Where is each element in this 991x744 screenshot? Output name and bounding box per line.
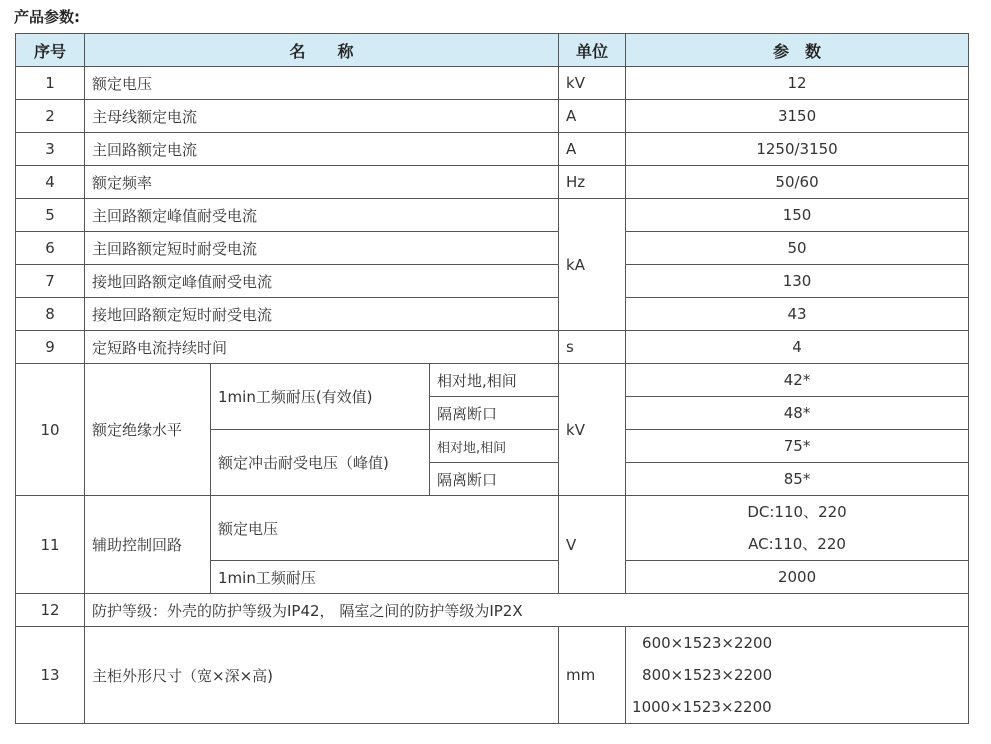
row-value: 2000	[626, 561, 969, 594]
row-no: 10	[16, 364, 85, 496]
dimension-value: 600×1523×2200	[642, 634, 773, 652]
row-name: 额定频率	[85, 166, 559, 199]
row-no: 11	[16, 496, 85, 594]
row-unit: s	[559, 331, 626, 364]
table-row	[16, 298, 969, 331]
row-no: 9	[16, 331, 85, 364]
table-header-row	[16, 34, 969, 67]
product-parameters-table	[15, 33, 969, 724]
row-name: 额定电压	[85, 67, 559, 100]
row-unit: Hz	[559, 166, 626, 199]
table-row	[16, 133, 969, 166]
row-name: 接地回路额定峰值耐受电流	[85, 265, 559, 298]
row-value: 150	[626, 199, 969, 232]
row-unit: A	[559, 133, 626, 166]
header-no: 序号	[16, 34, 85, 67]
table-row	[16, 627, 969, 724]
row-value: 50	[626, 232, 969, 265]
row-no: 4	[16, 166, 85, 199]
row-unit: kV	[559, 67, 626, 100]
header-name: 名 称	[85, 34, 559, 67]
row-name: 主母线额定电流	[85, 100, 559, 133]
row-no: 6	[16, 232, 85, 265]
row-no: 13	[16, 627, 85, 724]
row-text: 防护等级：外壳的防护等级为IP42， 隔室之间的防护等级为IP2X	[85, 594, 969, 627]
table-row	[16, 100, 969, 133]
row-condition: 相对地,相间	[430, 364, 559, 397]
table-row	[16, 594, 969, 627]
table-row	[16, 166, 969, 199]
row-no: 8	[16, 298, 85, 331]
row-name: 额定绝缘水平	[85, 364, 211, 496]
table-row	[16, 496, 969, 561]
row-condition: 隔离断口	[430, 463, 559, 496]
dimension-value: 800×1523×2200	[642, 666, 773, 684]
table-row	[16, 331, 969, 364]
row-unit: A	[559, 100, 626, 133]
table-row	[16, 364, 969, 397]
row-name: 接地回路额定短时耐受电流	[85, 298, 559, 331]
row-value: 12	[626, 67, 969, 100]
row-condition: 隔离断口	[430, 397, 559, 430]
row-subname: 1min工频耐压	[211, 561, 559, 594]
row-no: 7	[16, 265, 85, 298]
row-name: 定短路电流持续时间	[85, 331, 559, 364]
row-condition: 相对地,相间	[430, 430, 559, 463]
row-value: 1250/3150	[626, 133, 969, 166]
row-no: 3	[16, 133, 85, 166]
header-unit: 单位	[559, 34, 626, 67]
row-subname: 额定冲击耐受电压（峰值)	[211, 430, 430, 496]
value-ac: AC:110、220	[748, 535, 846, 553]
row-value: 4	[626, 331, 969, 364]
row-value: 48*	[626, 397, 969, 430]
row-value: 43	[626, 298, 969, 331]
row-name: 主回路额定电流	[85, 133, 559, 166]
row-no: 12	[16, 594, 85, 627]
section-title: 产品参数:	[14, 8, 80, 26]
row-unit: kV	[559, 364, 626, 496]
row-unit-merged: kA	[559, 199, 626, 331]
value-dc: DC:110、220	[747, 503, 847, 521]
row-no: 5	[16, 199, 85, 232]
row-name: 主回路额定峰值耐受电流	[85, 199, 559, 232]
row-value: 85*	[626, 463, 969, 496]
row-value: 3150	[626, 100, 969, 133]
row-value: 130	[626, 265, 969, 298]
row-unit: mm	[559, 627, 626, 724]
row-name: 辅助控制回路	[85, 496, 211, 594]
row-value-multi	[626, 496, 969, 561]
row-name: 主回路额定短时耐受电流	[85, 232, 559, 265]
table-row	[16, 67, 969, 100]
row-subname: 额定电压	[211, 496, 559, 561]
table-row	[16, 199, 969, 232]
row-value: 50/60	[626, 166, 969, 199]
dimension-value: 1000×1523×2200	[632, 698, 772, 716]
row-value: 42*	[626, 364, 969, 397]
row-value: 75*	[626, 430, 969, 463]
header-value: 参 数	[626, 34, 969, 67]
row-subname: 1min工频耐压(有效值)	[211, 364, 430, 430]
table-row	[16, 232, 969, 265]
row-no: 1	[16, 67, 85, 100]
row-name: 主柜外形尺寸（宽×深×高)	[85, 627, 559, 724]
row-unit: V	[559, 496, 626, 594]
table-row	[16, 265, 969, 298]
row-value-multi	[626, 627, 969, 724]
row-no: 2	[16, 100, 85, 133]
